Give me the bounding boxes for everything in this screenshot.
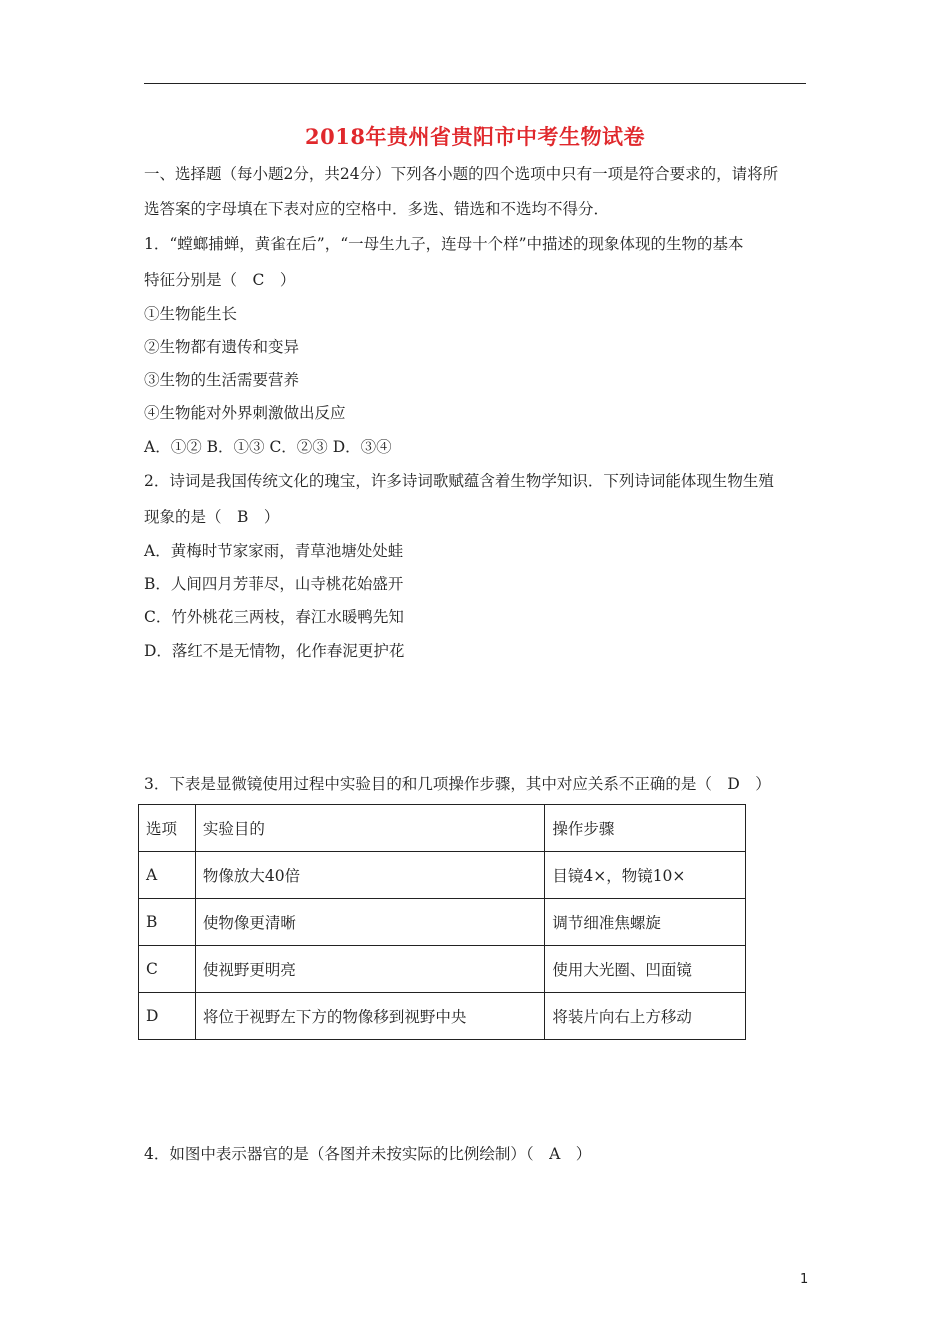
table-header-cell: 操作步骤 [545, 805, 746, 852]
table-cell: A [139, 852, 196, 899]
q1-item: ①生物能生长 [144, 305, 238, 323]
q2-option: A．黄梅时节家家雨，青草池塘处处蛙 [144, 542, 404, 560]
table-cell: 调节细准焦螺旋 [545, 899, 746, 946]
table-cell: 将位于视野左下方的物像移到视野中央 [195, 993, 544, 1040]
table-row [139, 993, 746, 1040]
table-cell: 使用大光圈、凹面镜 [545, 946, 746, 993]
table-cell: 使视野更明亮 [195, 946, 544, 993]
q1-stem-line-1: 1．“螳螂捕蝉，黄雀在后”，“一母生九子，连母十个样”中描述的现象体现的生物的基本 [144, 235, 744, 253]
q1-options: A．①② B．①③ C．②③ D．③④ [144, 438, 392, 456]
table-header-cell: 实验目的 [195, 805, 544, 852]
q4-stem: 4．如图中表示器官的是（各图并未按实际的比例绘制）（ A ） [144, 1145, 592, 1163]
table-cell: C [139, 946, 196, 993]
table-cell: 目镜4×，物镜10× [545, 852, 746, 899]
table-row [139, 899, 746, 946]
q2-option: D．落红不是无情物，化作春泥更护花 [144, 642, 405, 660]
table-cell: B [139, 899, 196, 946]
table-header-row [139, 805, 746, 852]
page-title: 2018年贵州省贵阳市中考生物试卷 [305, 124, 645, 149]
q2-option: B．人间四月芳菲尽，山寺桃花始盛开 [144, 575, 404, 593]
section-intro-line-1: 一、选择题（每小题2分，共24分）下列各小题的四个选项中只有一项是符合要求的，请将所 [144, 165, 779, 183]
table-cell: 使物像更清晰 [195, 899, 544, 946]
q2-stem-line-1: 2．诗词是我国传统文化的瑰宝，许多诗词歌赋蕴含着生物学知识．下列诗词能体现生物生殖 [144, 472, 774, 490]
table-cell: 物像放大40倍 [195, 852, 544, 899]
q2-option: C．竹外桃花三两枝，春江水暖鸭先知 [144, 608, 404, 626]
q3-stem: 3．下表是显微镜使用过程中实验目的和几项操作步骤，其中对应关系不正确的是（ D ） [144, 775, 771, 793]
q1-stem-line-2: 特征分别是（ C ） [144, 271, 296, 289]
q3-table [138, 804, 746, 1040]
page-number: 1 [800, 1272, 809, 1287]
q2-stem-line-2: 现象的是（ B ） [144, 508, 280, 526]
q1-item: ④生物能对外界刺激做出反应 [144, 404, 346, 422]
header-rule [144, 83, 806, 84]
table-cell: D [139, 993, 196, 1040]
table-row [139, 946, 746, 993]
table-cell: 将装片向右上方移动 [545, 993, 746, 1040]
q1-item: ③生物的生活需要营养 [144, 371, 300, 389]
q1-item: ②生物都有遗传和变异 [144, 338, 300, 356]
section-intro-line-2: 选答案的字母填在下表对应的空格中．多选、错选和不选均不得分． [144, 200, 610, 218]
table-header-cell: 选项 [139, 805, 196, 852]
table-row [139, 852, 746, 899]
